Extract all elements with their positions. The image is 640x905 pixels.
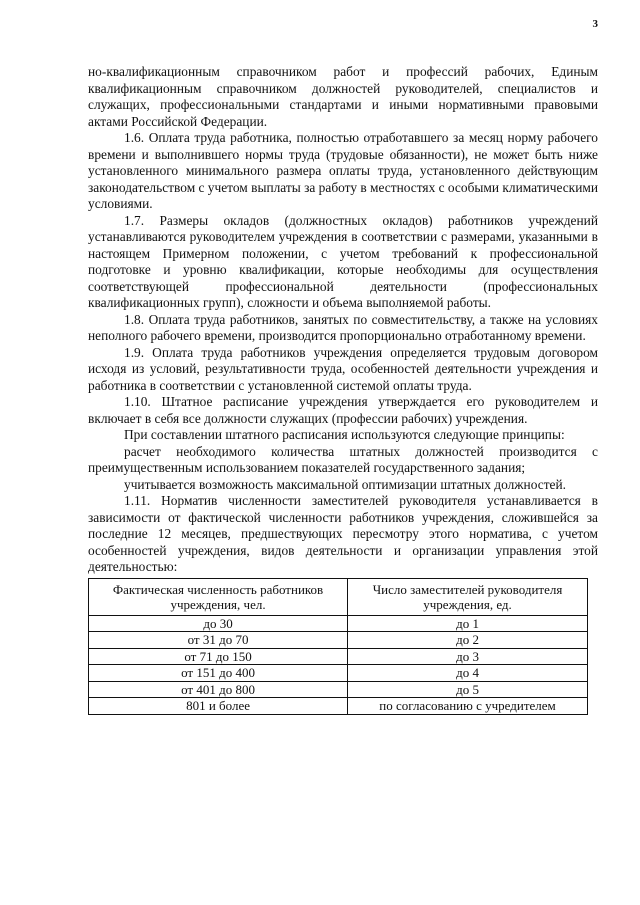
paragraph-1-8: 1.8. Оплата труда работников, занятых по совместительству, а также на условиях неполного рабочего времени, производится пропорционально отработанному времени. [88, 311, 598, 343]
table-cell-headcount: от 31 до 70 [89, 632, 348, 649]
paragraph-continuation: но-квалификационным справочником работ и профессий рабочих, Единым квалификационным справочником должностей руководителей, специалистов и служащих, профессиональными стандартами и иными нормативными правовыми актами Российской Федерации. [88, 64, 598, 129]
table-cell-deputies: до 4 [348, 665, 588, 682]
table-cell-deputies: до 5 [348, 681, 588, 698]
paragraph-principle-2: учитывается возможность максимальной оптимизации штатных должностей. [124, 476, 567, 492]
table-row [89, 665, 588, 682]
paragraph-1-10: 1.10. Штатное расписание учреждения утверждается его руководителем и включает в себя все должности служащих (профессии рабочих) учреждения. [88, 394, 598, 426]
paragraph-1-9: 1.9. Оплата труда работников учреждения определяется трудовым договором исходя из условий, результативности труда, особенностей деятельности учреждения и работника в соответствии с установленной системой оплаты труда. [88, 344, 598, 393]
table-cell-headcount: от 71 до 150 [89, 648, 348, 665]
deputies-norm-table [88, 578, 588, 715]
paragraph-principles-intro: При составлении штатного расписания используются следующие принципы: [124, 427, 565, 442]
table-row [89, 681, 588, 698]
table-row [89, 648, 588, 665]
paragraph-1-6: 1.6. Оплата труда работника, полностью отработавшего за месяц норму рабочего времени и выполнившего нормы труда (трудовые обязанности), не может быть ниже установленного минимального размера оплаты труда, установленного действующим законодательством с учетом выплаты за работу в местностях с особыми климатическими условиями. [88, 130, 598, 211]
paragraph-1-11: 1.11. Норматив численности заместителей руководителя устанавливается в зависимости от фактической численности работников учреждения, сложившейся за последние 12 месяцев, предшествующих пересмотру этого норматива, с учетом особенностей учреждения, видов деятельности и организации управления этой деятельностью: [88, 493, 598, 574]
table-cell-deputies: до 3 [348, 648, 588, 665]
table-row [89, 698, 588, 715]
table-header-row [89, 578, 588, 615]
table-cell-deputies: по согласованию с учредителем [348, 698, 588, 715]
table-header-deputies: Число заместителей руководителя учреждения, ед. [348, 578, 588, 615]
table-header-headcount: Фактическая численность работников учреждения, чел. [89, 578, 348, 615]
table-cell-headcount: до 30 [89, 615, 348, 632]
paragraph-1-7: 1.7. Размеры окладов (должностных окладов) работников учреждений устанавливаются руководителем учреждения в соответствии с размерами, указанными в настоящем Примерном положении, с учетом требований к профессиональной подготовке и уровню квалификации, которые необходимы для осуществления соответствующей профессиональной деятельности (профессиональных квалификационных групп), сложности и объема выполняемой работы. [88, 212, 598, 310]
table-row [89, 632, 588, 649]
document-body [88, 64, 598, 715]
table-cell-deputies: до 1 [348, 615, 588, 632]
table-cell-headcount: от 151 до 400 [89, 665, 348, 682]
page-number: 3 [592, 18, 598, 30]
table-row [89, 615, 588, 632]
table-cell-headcount: от 401 до 800 [89, 681, 348, 698]
table-cell-deputies: до 2 [348, 632, 588, 649]
paragraph-principle-1: расчет необходимого количества штатных должностей производится с преимущественным использованием показателей государственного задания; [88, 443, 598, 475]
deputies-norm-table-wrapper [88, 578, 588, 715]
table-cell-headcount: 801 и более [89, 698, 348, 715]
